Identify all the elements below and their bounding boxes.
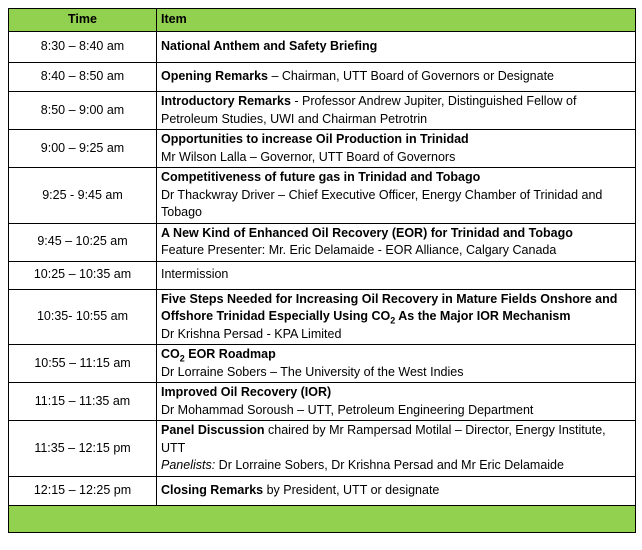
agenda-row	[9, 92, 636, 130]
row-item	[157, 32, 636, 63]
agenda-row	[9, 383, 636, 421]
item-detail: chaired by Mr Rampersad Motilal – Director, Energy Institute, UTT	[161, 423, 606, 455]
agenda-row	[9, 476, 636, 505]
row-time: 9:45 – 10:25 am	[9, 223, 157, 261]
item-title: CO	[161, 347, 180, 361]
agenda-row	[9, 168, 636, 224]
row-time: 11:15 – 11:35 am	[9, 383, 157, 421]
row-time: 9:25 - 9:45 am	[9, 168, 157, 224]
item-detail: - Professor Andrew Jupiter, Distinguished Fellow of Petroleum Studies, UWI and Chairman Petrotrin	[161, 94, 577, 126]
item-title: Opportunities to increase Oil Production in Trinidad	[161, 132, 469, 146]
item-title: Five Steps Needed for Increasing Oil Recovery in Mature Fields Onshore and Offshore Trinidad Especially Using CO	[161, 291, 618, 323]
row-item	[157, 345, 636, 383]
item-title: Intermission	[161, 267, 229, 282]
row-time: 12:15 – 12:25 pm	[9, 476, 157, 505]
agenda-container	[8, 8, 635, 533]
footer-bar	[9, 505, 636, 532]
row-time: 10:55 – 11:15 am	[9, 345, 157, 383]
item-title: Improved Oil Recovery (IOR)	[161, 385, 332, 399]
time-column-header: Time	[9, 9, 157, 32]
row-item	[157, 92, 636, 130]
agenda-row	[9, 223, 636, 261]
co2-subscript: 2	[390, 315, 396, 326]
item-title-cont: As the Major IOR Mechanism	[395, 309, 571, 323]
agenda-row	[9, 345, 636, 383]
row-time: 9:00 – 9:25 am	[9, 130, 157, 168]
row-time: 8:50 – 9:00 am	[9, 92, 157, 130]
agenda-row	[9, 421, 636, 477]
item-presenter: Dr Thackwray Driver – Chief Executive Officer, Energy Chamber of Trinidad and Tobago	[161, 187, 603, 219]
item-presenter: Dr Mohammad Soroush – UTT, Petroleum Engineering Department	[161, 402, 534, 417]
footer-cell	[9, 505, 636, 532]
row-time: 10:25 – 10:35 am	[9, 261, 157, 289]
row-time: 8:30 – 8:40 am	[9, 32, 157, 63]
row-item	[157, 223, 636, 261]
row-time: 11:35 – 12:15 pm	[9, 421, 157, 477]
row-time: 8:40 – 8:50 am	[9, 63, 157, 92]
item-title: National Anthem and Safety Briefing	[161, 39, 378, 54]
item-presenter: Dr Lorraine Sobers, Dr Krishna Persad and Mr Eric Delamaide	[215, 458, 564, 472]
item-presenter: Dr Lorraine Sobers – The University of the West Indies	[161, 364, 464, 379]
item-detail: – Chairman, UTT Board of Governors or Designate	[267, 69, 554, 84]
row-item	[157, 261, 636, 289]
item-title: Closing Remarks	[161, 482, 264, 497]
agenda-row	[9, 63, 636, 92]
item-presenter: Feature Presenter: Mr. Eric Delamaide - EOR Alliance, Calgary Canada	[161, 243, 557, 257]
item-title: Opening Remarks	[161, 69, 268, 84]
agenda-row	[9, 32, 636, 63]
row-item	[157, 63, 636, 92]
row-time: 10:35- 10:55 am	[9, 289, 157, 345]
row-item	[157, 289, 636, 345]
item-title: Introductory Remarks	[161, 94, 291, 108]
item-detail: by President, UTT or designate	[263, 482, 440, 497]
agenda-row	[9, 261, 636, 289]
co2-subscript: 2	[179, 353, 185, 364]
row-item	[157, 383, 636, 421]
row-item	[157, 476, 636, 505]
row-item	[157, 421, 636, 477]
item-title: Panel Discussion	[161, 423, 265, 437]
item-title-cont: EOR Roadmap	[184, 347, 276, 361]
panelists-label: Panelists:	[161, 458, 216, 472]
item-column-header: Item	[157, 9, 636, 32]
item-presenter: Dr Krishna Persad - KPA Limited	[161, 326, 342, 341]
row-item	[157, 130, 636, 168]
agenda-row	[9, 289, 636, 345]
item-presenter: Mr Wilson Lalla – Governor, UTT Board of Governors	[161, 149, 456, 164]
agenda-table	[8, 8, 636, 533]
header-row	[9, 9, 636, 32]
row-item	[157, 168, 636, 224]
agenda-row	[9, 130, 636, 168]
item-title: A New Kind of Enhanced Oil Recovery (EOR) for Trinidad and Tobago	[161, 225, 573, 240]
item-title: Competitiveness of future gas in Trinidad and Tobago	[161, 170, 481, 184]
